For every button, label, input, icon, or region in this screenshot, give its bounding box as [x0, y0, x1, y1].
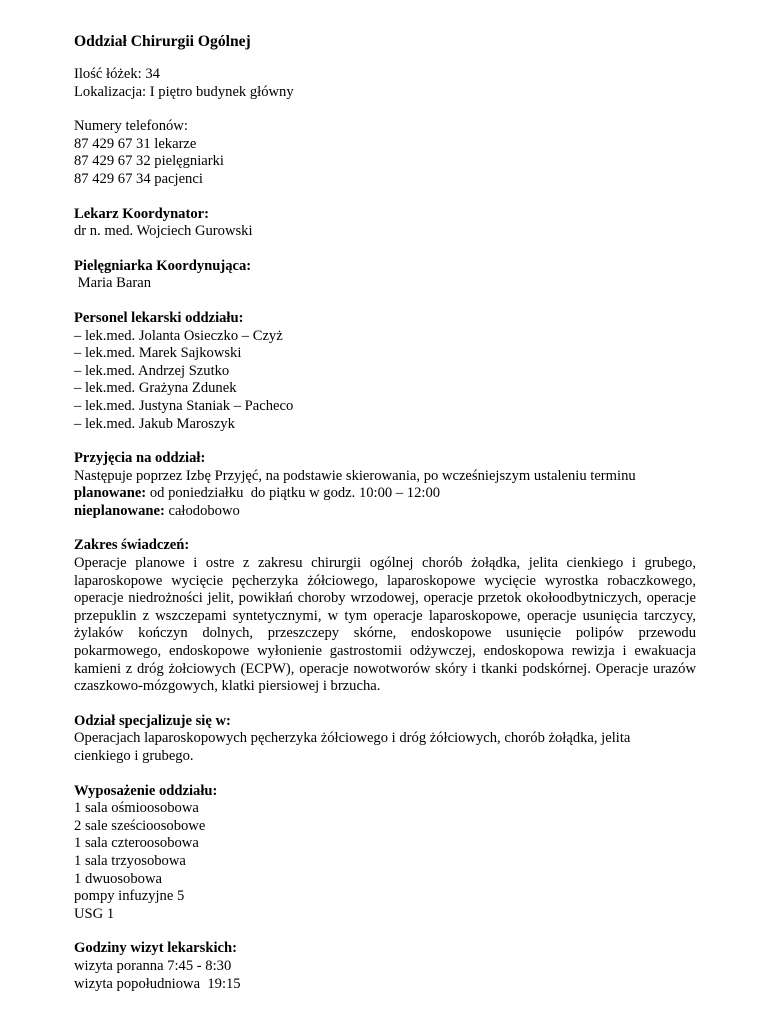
services-heading: Zakres świadczeń: — [74, 537, 190, 554]
staff-heading: Personel lekarski oddziału: — [74, 309, 244, 326]
specialization-section — [74, 713, 696, 766]
nurse-name: Maria Baran — [74, 275, 151, 292]
unplanned-value: całodobowo — [164, 502, 240, 519]
specialization-heading: Odział specjalizuje się w: — [74, 712, 231, 729]
phone-line: 87 429 67 31 lekarze — [74, 135, 197, 152]
staff-item: – lek.med. Jolanta Osieczko – Czyż — [74, 327, 283, 344]
equipment-item: 1 sala czteroosobowa — [74, 835, 199, 852]
coordinator-section — [74, 206, 696, 241]
staff-item: – lek.med. Grażyna Zdunek — [74, 380, 237, 397]
phones-section — [74, 118, 696, 188]
staff-item: – lek.med. Jakub Maroszyk — [74, 415, 235, 432]
admission-section — [74, 450, 696, 520]
page-title: Oddział Chirurgii Ogólnej — [74, 33, 251, 50]
admission-unplanned — [74, 503, 696, 521]
beds-count: Ilość łóżek: 34 — [74, 66, 160, 82]
location: Lokalizacja: I piętro budynek główny — [74, 83, 294, 100]
services-text: Operacje planowe i ostre z zakresu chirurgii ogólnej chorób żołądka, jelita cienkiego i grubego, laparoskopowe wycięcie pęcherzyka żółciowego, laparoskopowe wycięcie wyrostka robaczkowego, operacje niedrożności jelit, powikłań choroby wrzodowej, operacje przetok okołoodbytniczych, operacje przepuklin z wszczepami syntetycznymi, w tym operacje laparoskopowe, operacje usunięcia tarczycy, żylaków kończyn dolnych, przeszczepy skórne, endoskopowe usunięcie polipów przewodu pokarmowego, endoskopowe wyłonienie gastrostomii odżywczej, endoskopowa rewizja i ewakuacja kamieni z dróg żołciowych (ECPW), operacje nowotworów skóry i tkanki podskórnej. Operacje urazów czaszkowo-mózgowych, klatki piersiowej i brzucha. — [74, 555, 696, 695]
visits-section — [74, 940, 696, 993]
staff-item: – lek.med. Marek Sajkowski — [74, 345, 242, 362]
phones-heading: Numery telefonów: — [74, 118, 188, 135]
planned-value: od poniedziałku do piątku w godz. 10:00 – 12:00 — [146, 485, 441, 502]
staff-section — [74, 310, 696, 433]
equipment-item: pompy infuzyjne 5 — [74, 888, 185, 905]
admission-heading: Przyjęcia na oddział: — [74, 450, 206, 467]
phone-line: 87 429 67 32 pielęgniarki — [74, 153, 224, 170]
nurse-section — [74, 258, 696, 293]
equipment-item: 1 sala ośmioosobowa — [74, 800, 199, 817]
services-section — [74, 537, 696, 695]
visits-heading: Godziny wizyt lekarskich: — [74, 940, 237, 957]
specialization-text-line: cienkiego i grubego. — [74, 748, 194, 764]
nurse-heading: Pielęgniarka Koordynująca: — [74, 257, 252, 274]
equipment-item: 1 dwuosobowa — [74, 870, 162, 887]
planned-label: planowane: — [74, 485, 147, 502]
document-page — [74, 32, 696, 1010]
equipment-item: 1 sala trzyosobowa — [74, 852, 186, 869]
staff-item: – lek.med. Justyna Staniak – Pacheco — [74, 397, 294, 414]
info-section — [74, 66, 696, 101]
unplanned-label: nieplanowane: — [74, 502, 165, 519]
equipment-section — [74, 783, 696, 924]
specialization-text-line: Operacjach laparoskopowych pęcherzyka żółciowego i dróg żółciowych, chorób żołądka, jelita — [74, 730, 631, 747]
equipment-item: USG 1 — [74, 905, 115, 922]
visit-item: wizyta popołudniowa 19:15 — [74, 975, 241, 992]
admission-text: Następuje poprzez Izbę Przyjęć, na podstawie skierowania, po wcześniejszym ustaleniu terminu — [74, 467, 636, 484]
visit-item: wizyta poranna 7:45 - 8:30 — [74, 957, 232, 974]
equipment-item: 2 sale sześcioosobowe — [74, 817, 206, 834]
phone-line: 87 429 67 34 pacjenci — [74, 170, 203, 187]
admission-planned — [74, 485, 696, 503]
coordinator-name: dr n. med. Wojciech Gurowski — [74, 223, 253, 240]
equipment-heading: Wyposażenie oddziału: — [74, 782, 218, 799]
coordinator-heading: Lekarz Koordynator: — [74, 205, 209, 222]
staff-item: – lek.med. Andrzej Szutko — [74, 362, 230, 379]
